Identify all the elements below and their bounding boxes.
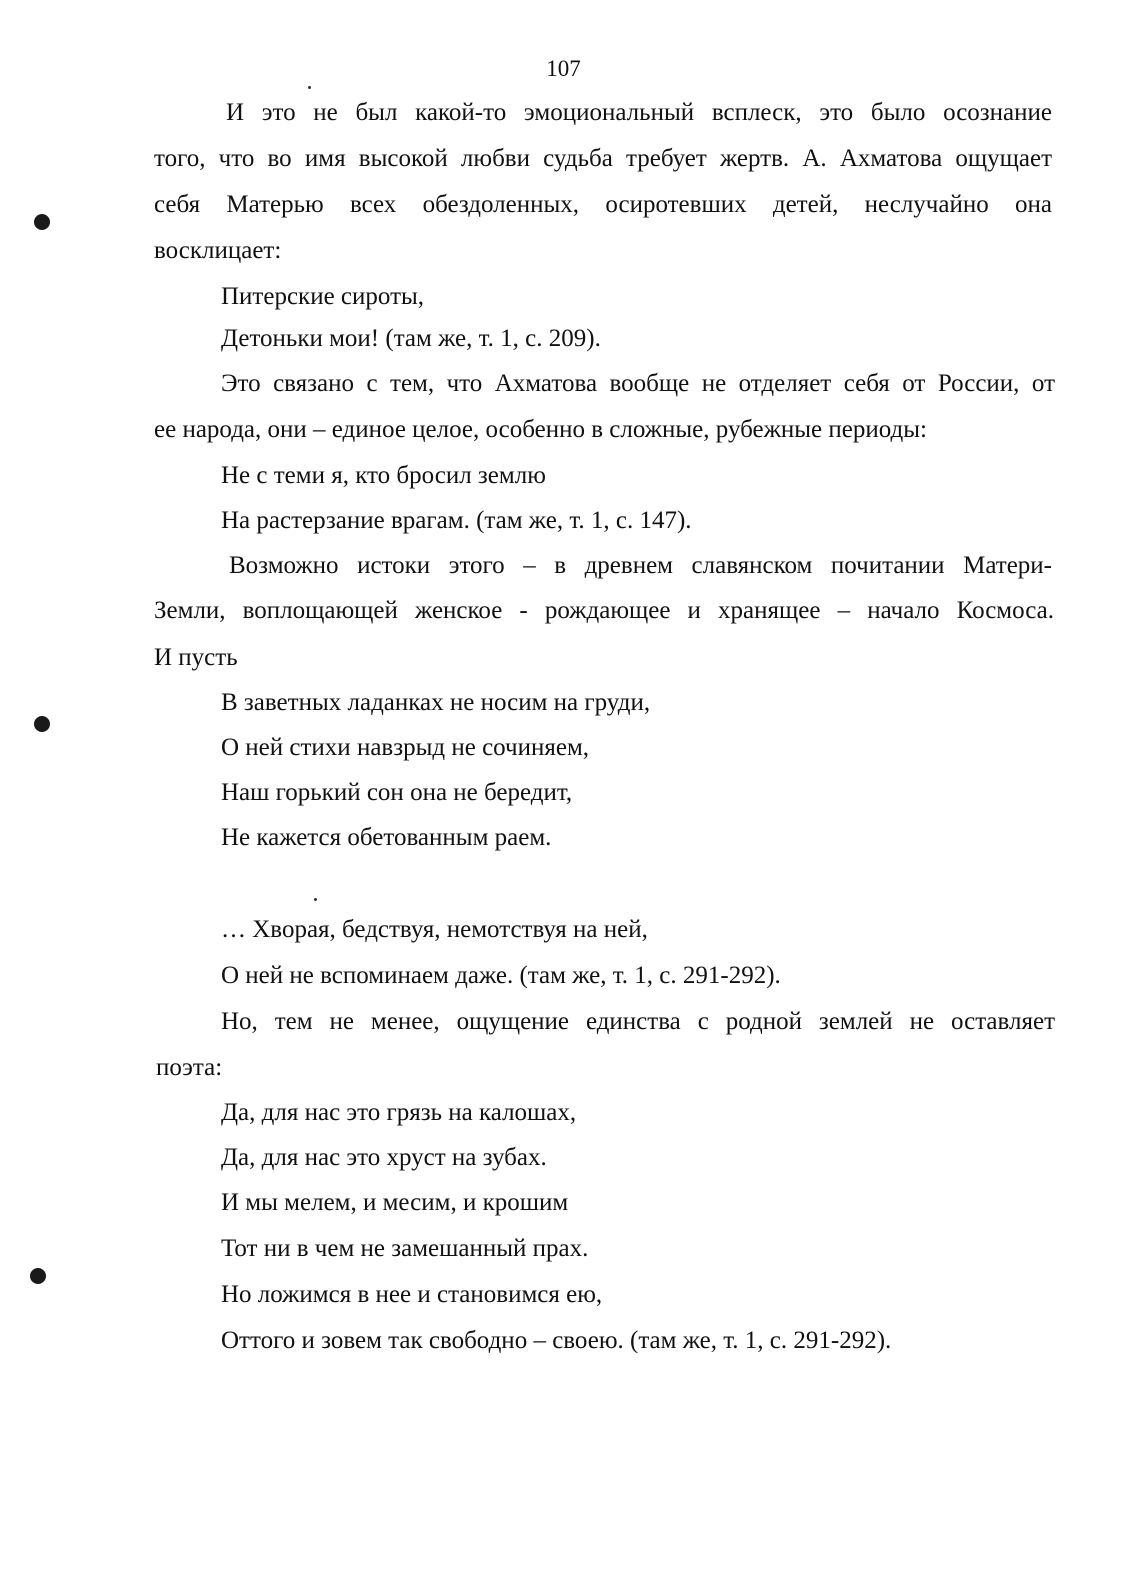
verse-line: О ней не вспоминаем даже. (там же, т. 1, с. 291-292). — [221, 962, 781, 989]
text-line: Возможно истоки этого – в древнем славянском почитании Матери- — [229, 552, 1052, 579]
verse-line: Оттого и зовем так свободно – своею. (там же, т. 1, с. 291-292). — [221, 1327, 892, 1354]
verse-line: Тот ни в чем не замешанный прах. — [221, 1235, 589, 1262]
text-line: того, что во имя высокой любви судьба требует жертв. А. Ахматова ощущает — [154, 145, 1052, 172]
verse-line: Но ложимся в нее и становимся ею, — [221, 1281, 603, 1308]
scan-speck — [314, 898, 317, 901]
text-line: И это не был какой-то эмоциональный всплеск, это было осознание — [226, 99, 1052, 126]
scan-speck — [308, 86, 311, 89]
text-line: себя Матерью всех обездоленных, осиротевших детей, неслучайно она — [154, 191, 1052, 218]
verse-line: Детоньки мои! (там же, т. 1, с. 209). — [221, 325, 601, 352]
punch-hole-bottom — [30, 1268, 46, 1284]
verse-line: И мы мелем, и месим, и крошим — [221, 1189, 569, 1216]
verse-line: Питерские сироты, — [221, 283, 425, 310]
verse-line: Да, для нас это хруст на зубах. — [221, 1144, 547, 1171]
text-line: восклицает: — [154, 237, 282, 264]
punch-hole-middle — [34, 716, 50, 732]
text-line: Земли, воплощающей женское - рождающее и хранящее – начало Космоса. — [154, 597, 1054, 624]
verse-line: На растерзание врагам. (там же, т. 1, с. 147). — [221, 507, 692, 534]
verse-line: … Хворая, бедствуя, немотствуя на ней, — [221, 916, 648, 943]
verse-line: Да, для нас это грязь на калошах, — [221, 1099, 577, 1126]
page-number: 107 — [546, 56, 581, 81]
text-line: ее народа, они – единое целое, особенно в сложные, рубежные периоды: — [154, 416, 927, 443]
verse-line: Не с теми я, кто бросил землю — [221, 462, 546, 489]
text-line: И пусть — [154, 644, 238, 671]
text-line: поэта: — [156, 1054, 223, 1081]
text-line: Но, тем не менее, ощущение единства с родной землей не оставляет — [221, 1008, 1055, 1035]
punch-hole-top — [34, 214, 50, 230]
verse-line: Наш горький сон она не бередит, — [221, 779, 573, 806]
verse-line: Не кажется обетованным раем. — [221, 824, 552, 851]
verse-line: В заветных ладанках не носим на груди, — [221, 689, 651, 716]
verse-line: О ней стихи навзрыд не сочиняем, — [221, 734, 590, 761]
text-line: Это связано с тем, что Ахматова вообще не отделяет себя от России, от — [221, 370, 1055, 397]
